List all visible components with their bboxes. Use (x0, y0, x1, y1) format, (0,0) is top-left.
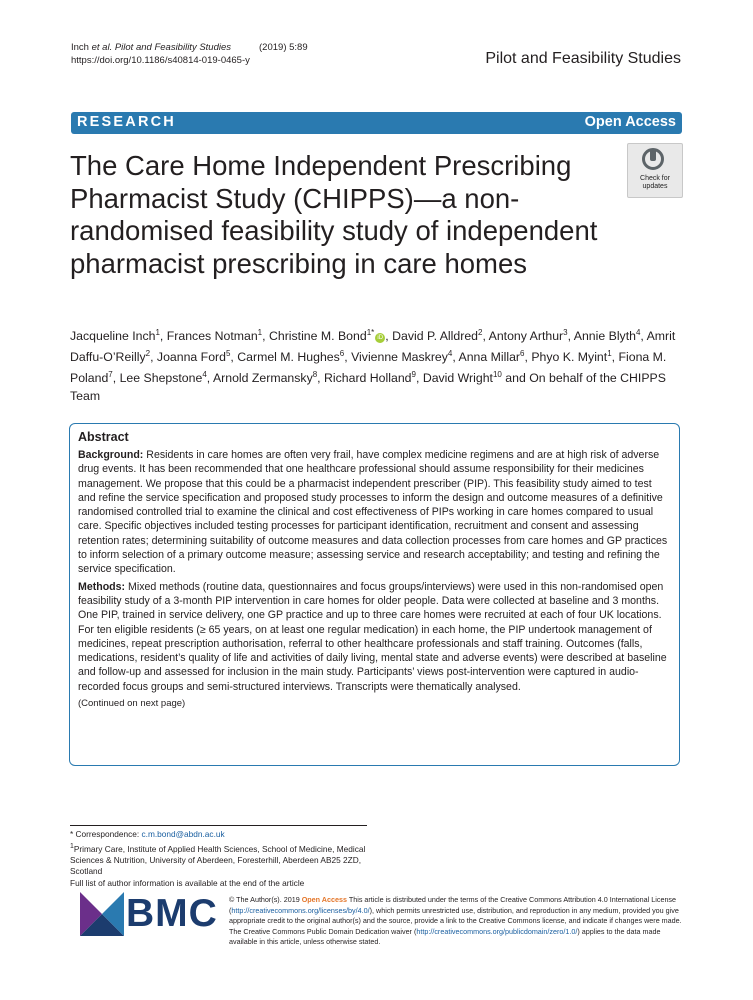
author-affiliation-sup: 4 (202, 370, 207, 380)
license-text-2: ), which permits unrestricted use, distribution, and reproduction in any medium, provided you give appropriate credit to the original author(s) and the source, provide a link to the Creative Commons license, and indicate if changes were made. The Creative Commons Public Domain Dedication waiver ( (229, 905, 682, 936)
author-name: Richard Holland (324, 371, 412, 386)
background-text: Residents in care homes are often very frail, have complex medicine regimens and are at high risk of adverse drug events. It has been recommended that one healthcare professional should assume responsibility for their medicines management. We propose that this could be a pharmacist independent prescriber (PIP). This feasibility study aimed to test and refine the service specification and proposed study processes to inform the design and outcome measures of a definitive randomised controlled trial to examine the clinical and cost effectiveness of PIPs working in care homes compared to usual care. Specific objectives included testing processes for participant identification, recruitment and consent and assessing retention rates; determining suitability of outcome measures and data collection processes from care homes and GP practices to inform selection of a primary outcome measure; assessing service and research acceptability; and testing and refining the service specification. (78, 449, 668, 576)
author-list: Jacqueline Inch$^1$, Frances Notman$^1$, Christine M. Bond$^{1*}$iD , David P. Alldred$^2$, Antony Arthur$^3$, Annie Blyth$^4$, Amrit Daffu-O’Reilly$^2$, Joanna Ford$^5$, Carmel M. Hughes$^6$, Vivienne Maskrey$^4$, Anna Millar$^6$, Phyo K. Myint$^1$, Fiona M. Poland$^7$, Lee Shepstone$^4$, Arnold Zermansky$^8$, Richard Holland$^9$, David Wright$^{10}$ and On behalf of the CHIPPS Team (70, 328, 676, 404)
author-affiliation-sup: 2 (145, 349, 151, 359)
citation-etal: et al. Pilot and Feasibility Studies (91, 42, 232, 53)
bmc-mark-icon (80, 892, 124, 936)
author-name: Phyo K. Myint (531, 350, 608, 365)
badge-line1: Check for (640, 175, 670, 182)
article-title: The Care Home Independent Prescribing Pharmacist Study (CHIPPS)—a non-randomised feasibility study of independent pharmacist prescribing in care homes (70, 150, 598, 279)
author-affiliation-sup: 1 (607, 349, 612, 359)
license-statement (229, 895, 684, 948)
footnotes (70, 829, 370, 889)
license-text-1: This article is distributed under the terms of the Creative Commons Attribution 4.0 International License ( (229, 895, 677, 915)
author-name: Christine M. Bond (268, 329, 367, 344)
citation-year: (2019) 5:89 (259, 42, 308, 53)
abstract-background (78, 448, 671, 577)
bmc-logo (80, 892, 230, 936)
author-affiliation-sup: 4 (635, 328, 641, 337)
methods-text: Mixed methods (routine data, questionnaires and focus groups/interviews) were used in this non-randomised open feasibility study of a 3-month PIP intervention in care homes for older people. Data were collected at baseline and 3 months. One PIP, trained in service delivery, one GP practice and up to three care homes were recruited at each of four UK locations. For ten eligible residents (≥ 65 years, on at least one regular medication) in each home, the PIP undertook management of medicines, repeat prescription authorisation, referral to other healthcare professionals and staff training. Outcomes (falls, medications, resident’s quality of life and activities of daily living, mental state and adverse events) were described at baseline and follow-up and assessed for inclusion in the main study. Participants’ views post-intervention were captured in audio-recorded focus groups and semi-structured interviews. Transcripts were thematically analysed. (78, 580, 667, 693)
author-name: Carmel M. Hughes (237, 350, 340, 365)
author-affiliation-sup: 6 (520, 349, 525, 359)
journal-name: Pilot and Feasibility Studies (485, 50, 681, 67)
author-affiliation-sup: 1* (366, 328, 375, 337)
citation-authors: Inch (71, 42, 92, 53)
author-affiliation-sup: 6 (339, 349, 345, 359)
doi-link[interactable]: https://doi.org/10.1186/s40814-019-0465-y (71, 55, 250, 66)
author-affiliation-sup: 1 (257, 328, 263, 337)
author-name: Vivienne Maskrey (351, 350, 448, 365)
author-name: Arnold Zermansky (212, 371, 313, 386)
section-banner (71, 112, 682, 134)
author-name: Antony Arthur (488, 329, 564, 344)
author-affiliation-sup: 9 (411, 370, 416, 380)
license-link-cc0[interactable]: http://creativecommons.org/publicdomain/zero/1.0/ (416, 926, 578, 936)
author-name: David Wright (422, 371, 493, 386)
author-affiliation-sup: 7 (108, 370, 113, 380)
author-affiliation-sup: 3 (563, 328, 568, 337)
author-name: Jacqueline Inch (70, 329, 156, 344)
check-for-updates-badge[interactable] (627, 143, 683, 198)
methods-label: Methods: (78, 580, 126, 593)
abstract-methods (78, 580, 671, 694)
bmc-wordmark: BMC (126, 892, 218, 935)
email-link[interactable]: c.m.bond@abdn.ac.uk (141, 829, 225, 839)
author-affiliation-sup: 1 (155, 328, 160, 337)
correspondence-label: * Correspondence: (70, 829, 142, 839)
author-name: Amrit Daffu-O’Reilly (70, 329, 676, 365)
license-open-access: Open Access (301, 895, 347, 904)
author-affiliation-sup: 10 (492, 370, 502, 380)
footnote-divider (70, 825, 367, 826)
author-name: Anna Millar (458, 350, 521, 365)
author-name: David P. Alldred (392, 329, 479, 344)
license-link-cc-by[interactable]: http://creativecommons.org/licenses/by/4.0/ (231, 905, 370, 915)
author-name: Lee Shepstone (119, 371, 203, 386)
author-name: Joanna Ford (156, 350, 226, 365)
author-name: Annie Blyth (573, 329, 636, 344)
open-access-label: Open Access (584, 114, 676, 130)
background-label: Background: (78, 449, 144, 461)
continued-note: (Continued on next page) (78, 698, 186, 710)
affiliation-sup: 1 (70, 842, 74, 850)
author-name: Frances Notman (166, 329, 258, 344)
affiliation-text: Primary Care, Institute of Applied Health Sciences, School of Medicine, Medical Sciences & Nutrition, University of Aberdeen, Foresterhill, Aberdeen AB25 2ZD, Scotland (70, 843, 366, 877)
abstract-box (69, 423, 680, 766)
badge-line2: updates (642, 183, 668, 190)
author-affiliation-sup: 5 (225, 349, 231, 359)
license-text-3: ) applies to the data made available in this article, unless otherwise stated. (229, 926, 661, 946)
author-info-note: Full list of author information is available at the end of the article (70, 877, 305, 888)
update-icon (642, 148, 664, 170)
author-tail: and On behalf of the CHIPPS Team (70, 371, 666, 404)
running-header (71, 41, 308, 67)
copyright-text: © The Author(s). 2019 (229, 895, 302, 904)
orcid-icon[interactable]: iD (375, 333, 385, 343)
author-affiliation-sup: 4 (447, 349, 453, 359)
author-name: Fiona M. Poland (70, 350, 667, 386)
author-affiliation-sup: 2 (478, 328, 483, 337)
abstract-heading: Abstract (78, 430, 129, 444)
section-label: RESEARCH (77, 114, 176, 130)
author-affiliation-sup: 8 (312, 370, 318, 380)
